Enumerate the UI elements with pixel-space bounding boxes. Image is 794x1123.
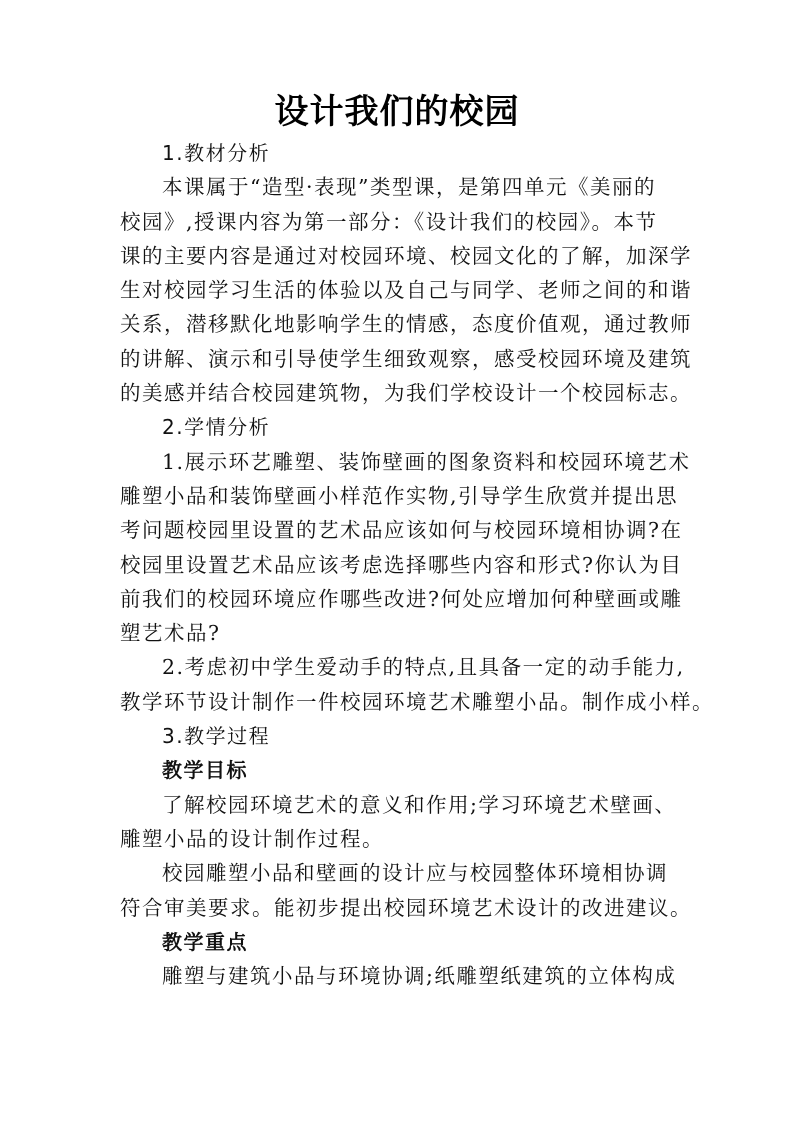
text-line: 前我们的校园环境应作哪些改进?何处应增加何种壁画或雕 <box>120 586 683 611</box>
text-line: 的美感并结合校园建筑物，为我们学校设计一个校园标志。 <box>120 381 692 406</box>
text-line: 教学环节设计制作一件校园环境艺术雕塑小品。制作成小样。 <box>120 689 714 714</box>
text-line: 考问题校园里设置的艺术品应该如何与校园环境相协调?在 <box>120 518 683 543</box>
text-line: 雕塑小品的设计制作过程。 <box>120 826 384 851</box>
text-line: 雕塑小品和装饰壁画小样范作实物,引导学生欣赏并提出思 <box>120 483 679 508</box>
paragraph-teaching-goals-1 <box>120 788 680 857</box>
subheading-teaching-goals: 教学目标 <box>162 758 248 783</box>
paragraph-learner-analysis-1 <box>120 445 691 651</box>
text-line: 塑艺术品? <box>120 621 221 646</box>
text-line: 雕塑与建筑小品与环境协调;纸雕塑纸建筑的立体构成 <box>162 964 677 989</box>
text-line: 本课属于“造型·表现”类型课，是第四单元《美丽的 <box>162 175 656 200</box>
text-line: 符合审美要求。能初步提出校园环境艺术设计的改进建议。 <box>120 895 692 920</box>
paragraph-textbook-analysis <box>120 170 692 410</box>
text-line: 校园雕塑小品和壁画的设计应与校园整体环境相协调 <box>162 861 668 886</box>
text-line: 1.展示环艺雕塑、装饰壁画的图象资料和校园环境艺术 <box>162 449 691 474</box>
document-title: 设计我们的校园 <box>274 92 520 132</box>
text-line: 的讲解、演示和引导使学生细致观察，感受校园环境及建筑 <box>120 346 692 371</box>
section-heading-learner-analysis: 2.学情分析 <box>162 415 271 440</box>
paragraph-teaching-focus <box>120 959 680 993</box>
text-line: 课的主要内容是通过对校园环境、校园文化的了解，加深学 <box>120 243 692 268</box>
text-line: 校园》,授课内容为第一部分：《设计我们的校园》。本节 <box>120 209 658 234</box>
section-heading-textbook-analysis: 1.教材分析 <box>162 141 271 165</box>
text-line: 了解校园环境艺术的意义和作用;学习环境艺术壁画、 <box>162 792 677 817</box>
text-line: 2.考虑初中学生爱动手的特点,且具备一定的动手能力, <box>162 655 685 680</box>
subheading-teaching-focus: 教学重点 <box>162 929 248 954</box>
text-line: 关系，潜移默化地影响学生的情感，态度价值观，通过教师 <box>120 312 692 337</box>
text-line: 生对校园学习生活的体验以及自己与同学、老师之间的和谐 <box>120 278 692 303</box>
paragraph-teaching-goals-2 <box>120 856 692 925</box>
document-body <box>120 136 714 993</box>
paragraph-learner-analysis-2 <box>120 650 714 719</box>
text-line: 校园里设置艺术品应该考虑选择哪些内容和形式?你认为目 <box>120 552 683 577</box>
section-heading-teaching-process: 3.教学过程 <box>162 724 271 749</box>
